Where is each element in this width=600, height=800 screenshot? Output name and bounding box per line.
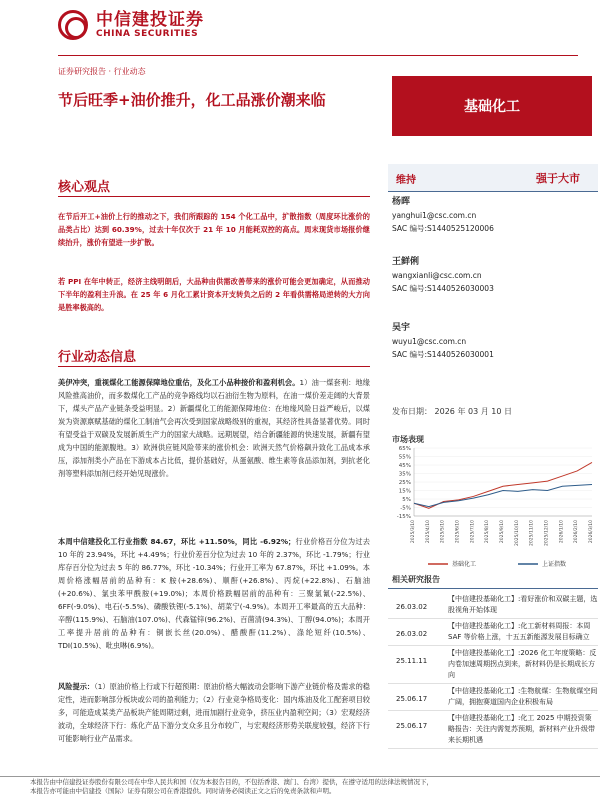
analyst-email[interactable]: yanghui1@csc.com.cn	[392, 211, 477, 220]
y-tick-label: 15%	[398, 488, 411, 495]
release-date: 发布日期： 2026 年 03 月 10 日	[392, 407, 512, 416]
related-text: 【中信建投基础化工】:生物航煤：生物航煤空间广阔，拥抱赛道国内企业积极布局	[448, 687, 598, 706]
footer-disclaimer	[30, 778, 590, 796]
series-line-上证指数	[414, 485, 592, 507]
x-tick-label: 2025/7/10	[470, 520, 476, 544]
related-date: 25.06.17	[396, 722, 428, 730]
footer-line-2: 本报告亦可能由中信建投（国际）证券有限公司在香港提供。同时请务必阅读正文之后的免责条款和声明。	[30, 787, 336, 795]
core-heading: 核心观点	[58, 180, 111, 195]
related-text: 【中信建投基础化工】:看好涨价和双碳主题，选股视角开始体现	[448, 595, 598, 614]
analyst-name: 吴宇	[392, 323, 411, 333]
industry-para-1-lead: 美伊冲突，重视煤化工能源保障地位重估，及化工小品种接价和盈利机会。	[58, 378, 300, 387]
y-tick-label: 65%	[398, 446, 411, 452]
report-series: 证券研究报告 · 行业动态	[58, 67, 146, 76]
related-divider	[388, 588, 598, 589]
brand-logo	[58, 10, 204, 40]
y-tick-label: 25%	[398, 480, 411, 486]
analyst-card	[392, 196, 494, 235]
analyst-name: 杨晖	[392, 197, 411, 207]
rating-value: 强于大市	[536, 172, 580, 185]
related-item[interactable]	[388, 646, 598, 684]
related-heading: 相关研究报告	[392, 575, 440, 584]
y-tick-label: 35%	[398, 471, 411, 478]
analyst-name: 王鲜俐	[392, 257, 420, 267]
series-line-基础化工	[414, 462, 592, 508]
x-tick-label: 2025/5/10	[440, 520, 446, 544]
footer-divider	[0, 776, 600, 777]
related-item[interactable]	[388, 711, 598, 749]
related-list	[388, 592, 598, 749]
analyst-card	[392, 256, 494, 295]
related-text: 【中信建投基础化工】:化工 2025 中期投资策略报告：关注内需复苏预期，新材料产业升级带来长期机遇	[448, 714, 595, 744]
industry-para-1-body: 1）油一煤套利：地缘风险推高油价，而多数煤化工产品的竞争路线均以石油衍生物为原料，在油一煤价差走阔的大背景下，煤头产品产业链条受益明显。2）新疆煤化工的能源保障地位：在地缘风险日益严峻后，以煤炭为资源禀赋基础的煤化工制油气会再次受到国家战略级别的重视，其经济性具备显著优势。同时有望受益于双碳及发展新质生产力的国家大战略。远期展望，结合新疆能源的快速发展，新疆有望成为中国的能源腹地。3）欧洲供应链风险带来的涨价机会：欧洲天然气价格飙升致化工品成本承压，添加剂类小产品在下游成本占比低，提价基础好，从蛋氨酸、维生素等食品添加剂，到抗老化剂等塑料添加剂已经开始见现涨价。	[58, 378, 370, 478]
risk-body: （1）原油价格上行或下行超预期：原油价格大幅波动会影响下游产业链价格及需求的稳定性，进而影响部分板块或公司的盈利能力；（2）行业竞争格局变化：国内炼油及化工配套项目较多，可能造成某类产品板块产能周期过剩，进而加剧行业竞争，挤压业内盈利空间；（3）宏观经济波动，全球经济下行：炼化产品下游分支众多且分布较广，与宏观经济形势关联度较强，经济下行可能影响行业产品需求。	[58, 682, 370, 743]
rating-label: 维持	[396, 175, 416, 186]
x-tick-label: 2025/9/10	[500, 520, 505, 544]
x-tick-label: 2025/12/10	[544, 520, 550, 546]
header-divider	[58, 55, 578, 56]
x-tick-label: 2025/4/10	[425, 520, 431, 544]
sector-tag: 基础化工	[392, 76, 592, 136]
core-divider	[58, 196, 370, 197]
legend-label: 基础化工	[452, 561, 477, 568]
x-tick-label: 2025/8/10	[485, 520, 491, 544]
risk-lead: 风险提示：	[58, 682, 95, 691]
industry-para-2-lead: 本周中信建投化工行业指数 84.67，环比 +11.50%，同比 -6.92%；	[58, 537, 296, 546]
analyst-sac: SAC 编号:S1440525120006	[392, 224, 494, 233]
y-tick-label: 55%	[398, 454, 411, 461]
analyst-email[interactable]: wangxianli@csc.com.cn	[392, 271, 482, 280]
market-chart	[388, 444, 598, 570]
analyst-email[interactable]: wuyu1@csc.com.cn	[392, 337, 467, 346]
x-tick-label: 2026/3/10	[589, 520, 594, 544]
related-item[interactable]	[388, 592, 598, 619]
x-tick-label: 2025/6/10	[455, 520, 461, 544]
core-para-2: 若 PPI 在年中转正，经济主线明朗后，大品种由供需改善带来的涨价可能会更加确定，从而推动下半年的盈利主升浪。在 25 年 6 月化工累计资本开支转负之后的 2 年看供需格局逆转的大方向是胜率极高的。	[58, 277, 370, 312]
market-heading: 市场表现	[392, 435, 424, 444]
footer-line-1: 本报告由中信建投证券股份有限公司在中华人民共和国（仅为本报告目的，不包括香港、澳门、台湾）提供，在遵守适用的法律法规情况下，	[30, 778, 433, 786]
related-date: 25.06.17	[396, 695, 428, 703]
legend-label: 上证指数	[542, 561, 567, 568]
industry-divider	[58, 366, 370, 367]
industry-para-2-body: 行业价格百分位为过去 10 年的 23.94%，环比 +4.49%；行业价差百分位为过去 10 年的 2.37%，环比 -1.79%；行业库存百分位为过去 5 年的 86.77%，环比 -10.34%；行业开工率为 67.87%，环比 +1.09%。本周价格涨幅居前的品种有：K 胺(+28.6%)、顺酐(+26.8%)、丙烷(+22.8%)、石脑油(+20.6%)、氯虫苯甲酰胺(+19.0%)；本周价格跌幅居前的品种有：三聚氯氰(-22.5%)、6FF(-9.0%)、电石(-5.5%)、磷酸铁锂(-5.1%)、胡菜宁(-4.9%)。本周开工率最高的五大品种：辛醇(115.9%)、石脑油(107.0%)、代森锰锌(96.2%)、百菌清(94.3%)、丁醇(94.0%)；本周开工率提升居前的品种有：铜嵌长丝(20.0%)、醋酸酐(11.2%)、涤纶短纤(10.5%)、TDI(10.5%)、吡虫啉(6.9%)。	[58, 537, 370, 650]
x-tick-label: 2025/3/10	[411, 520, 416, 544]
analyst-card	[392, 322, 494, 361]
csc-logo-icon	[58, 10, 88, 40]
x-tick-label: 2026/2/10	[574, 520, 580, 544]
core-para-1: 在节后开工+油价上行的推动之下，我们所跟踪的 154 个化工品中，扩散指数（周度环比涨价的品类占比）达到 60.39%，过去十年仅次于 21 年 10 月能耗双控的高点。周末现货市场报价继续抬升，涨价有望进一步扩散。	[58, 212, 370, 247]
y-tick-label: -5%	[400, 505, 411, 512]
related-date: 26.03.02	[396, 630, 428, 638]
x-tick-label: 2025/11/10	[529, 520, 535, 546]
x-tick-label: 2026/1/10	[559, 520, 565, 544]
related-date: 25.11.11	[396, 657, 428, 665]
industry-para-1	[58, 376, 370, 480]
related-text: 【中信建投基础化工】:化工新材料周报：本周 SAF 等价格上涨，十五五新能源发展目标确立	[448, 622, 591, 641]
risk-para	[58, 680, 370, 745]
logo-en-text: CHINA SECURITIES	[96, 28, 199, 39]
logo-cn-text: 中信建投证券	[96, 9, 204, 30]
related-item[interactable]	[388, 684, 598, 711]
x-tick-label: 2025/10/10	[514, 520, 520, 546]
related-date: 26.03.02	[396, 603, 428, 611]
y-tick-label: 5%	[402, 497, 411, 503]
report-title: 节后旺季+油价推升，化工品涨价潮来临	[58, 91, 326, 109]
y-tick-label: 45%	[398, 463, 411, 469]
rating-bar	[388, 164, 598, 192]
analyst-sac: SAC 编号:S1440526030003	[392, 284, 494, 293]
related-item[interactable]	[388, 619, 598, 646]
industry-heading: 行业动态信息	[58, 350, 137, 365]
y-tick-label: -15%	[396, 514, 411, 520]
industry-para-2	[58, 535, 370, 652]
related-text: 【中信建投基础化工】:2026 化工年度策略：反内卷加速周期拐点到来，新材料仍是长期成长方向	[448, 649, 597, 679]
analyst-sac: SAC 编号:S1440526030001	[392, 350, 494, 359]
